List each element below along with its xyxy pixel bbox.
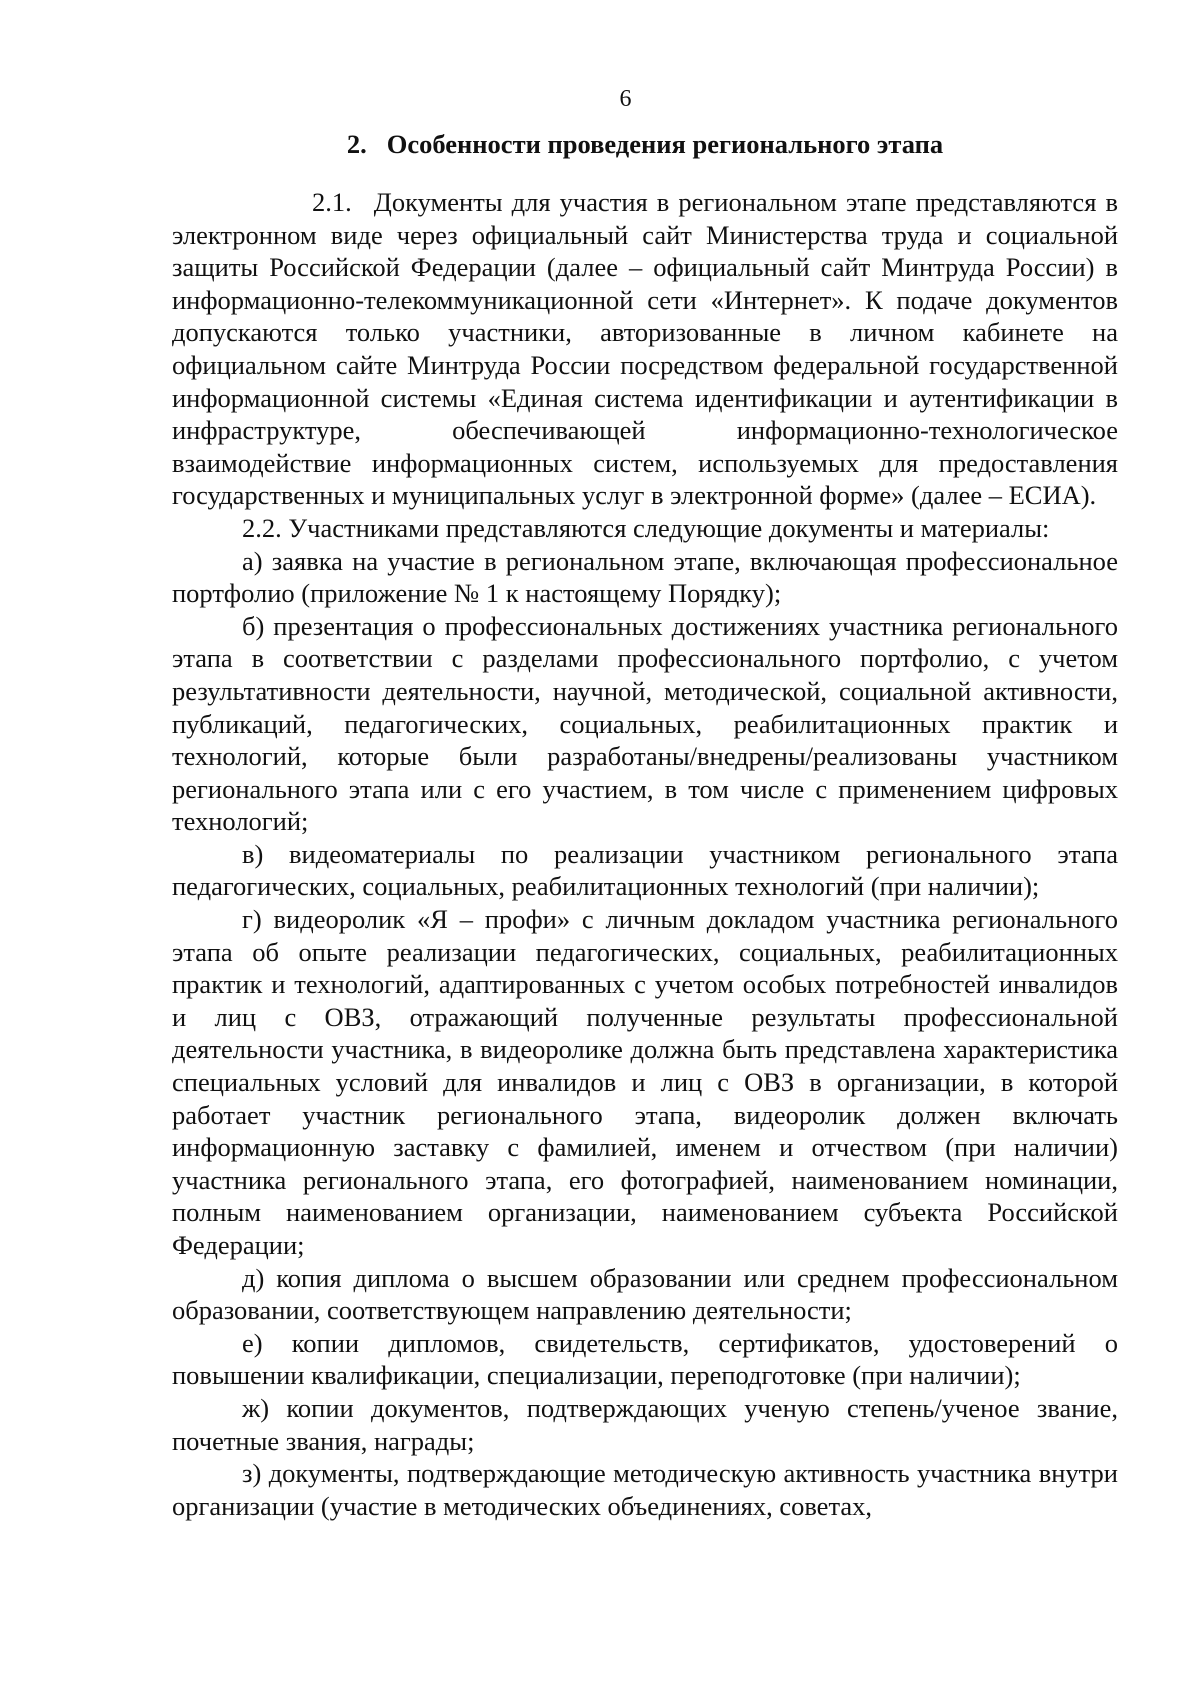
- page-number: 6: [619, 86, 632, 112]
- list-item-e: е) копии дипломов, свидетельств, сертификатов, удостоверений о повышении квалификации, специализации, переподготовке (при наличии);: [172, 1327, 1118, 1391]
- section-number: 2.: [346, 129, 367, 159]
- paragraph-number: 2.1.: [312, 187, 352, 217]
- list-item-d: д) копия диплома о высшем образовании или среднем профессиональном образовании, соответствующем направлению деятельности;: [172, 1262, 1118, 1326]
- list-item-a: а) заявка на участие в региональном этапе, включающая профессиональное портфолио (приложение № 1 к настоящему Порядку);: [172, 545, 1118, 609]
- list-item-z: з) документы, подтверждающие методическую активность участника внутри организации (участие в методических объединениях, советах,: [172, 1458, 1118, 1521]
- paragraph-2-2: 2.2. Участниками представляются следующие документы и материалы:: [242, 512, 1050, 543]
- list-item-zh: ж) копии документов, подтверждающих ученую степень/ученое звание, почетные звания, награды;: [172, 1392, 1118, 1456]
- list-item-b: б) презентация о профессиональных достижениях участника регионального этапа в соответствии с разделами профессионального портфолио, с учетом результативности деятельности, научной, методической, социальной активности, публикаций, педагогических, социальных, реабилитационных практик и технологий, которые были разработаны/внедрены/реализованы участником регионального этапа или с его участием, в том числе с применением цифровых технологий;: [172, 610, 1118, 837]
- section-title: Особенности проведения регионального этапа: [386, 129, 944, 159]
- paragraph-2-1: [172, 186, 1118, 512]
- paragraph-text: Документы для участия в региональном этапе представляются в электронном виде через официальный сайт Министерства труда и социальной защиты Российской Федерации (далее – официальный сайт Минтруда России) в информационно-телекоммуникационной сети «Интернет». К подаче документов допускаются только участники, авторизованные в личном кабинете на официальном сайте Минтруда России посредством федеральной государственной информационной системы «Единая система идентификации и аутентификации в инфраструктуре, обеспечивающей информационно-технологическое взаимодействие информационных систем, используемых для предоставления государственных и муниципальных услуг в электронной форме» (далее – ЕСИА).: [172, 187, 1118, 511]
- section-heading: [172, 128, 1118, 160]
- list-item-v: в) видеоматериалы по реализации участником регионального этапа педагогических, социальных, реабилитационных технологий (при наличии);: [172, 838, 1118, 902]
- document-body: [172, 186, 1118, 1522]
- list-item-g: г) видеоролик «Я – профи» с личным докладом участника регионального этапа об опыте реализации педагогических, социальных, реабилитационных практик и технологий, адаптированных с учетом особых потребностей инвалидов и лиц с ОВЗ, отражающий полученные результаты профессиональной деятельности участника, в видеоролике должна быть представлена характеристика специальных условий для инвалидов и лиц с ОВЗ в организации, в которой работает участник регионального этапа, видеоролик должен включать информационную заставку с фамилией, именем и отчеством (при наличии) участника регионального этапа, его фотографией, наименованием номинации, полным наименованием организации, наименованием субъекта Российской Федерации;: [172, 904, 1118, 1260]
